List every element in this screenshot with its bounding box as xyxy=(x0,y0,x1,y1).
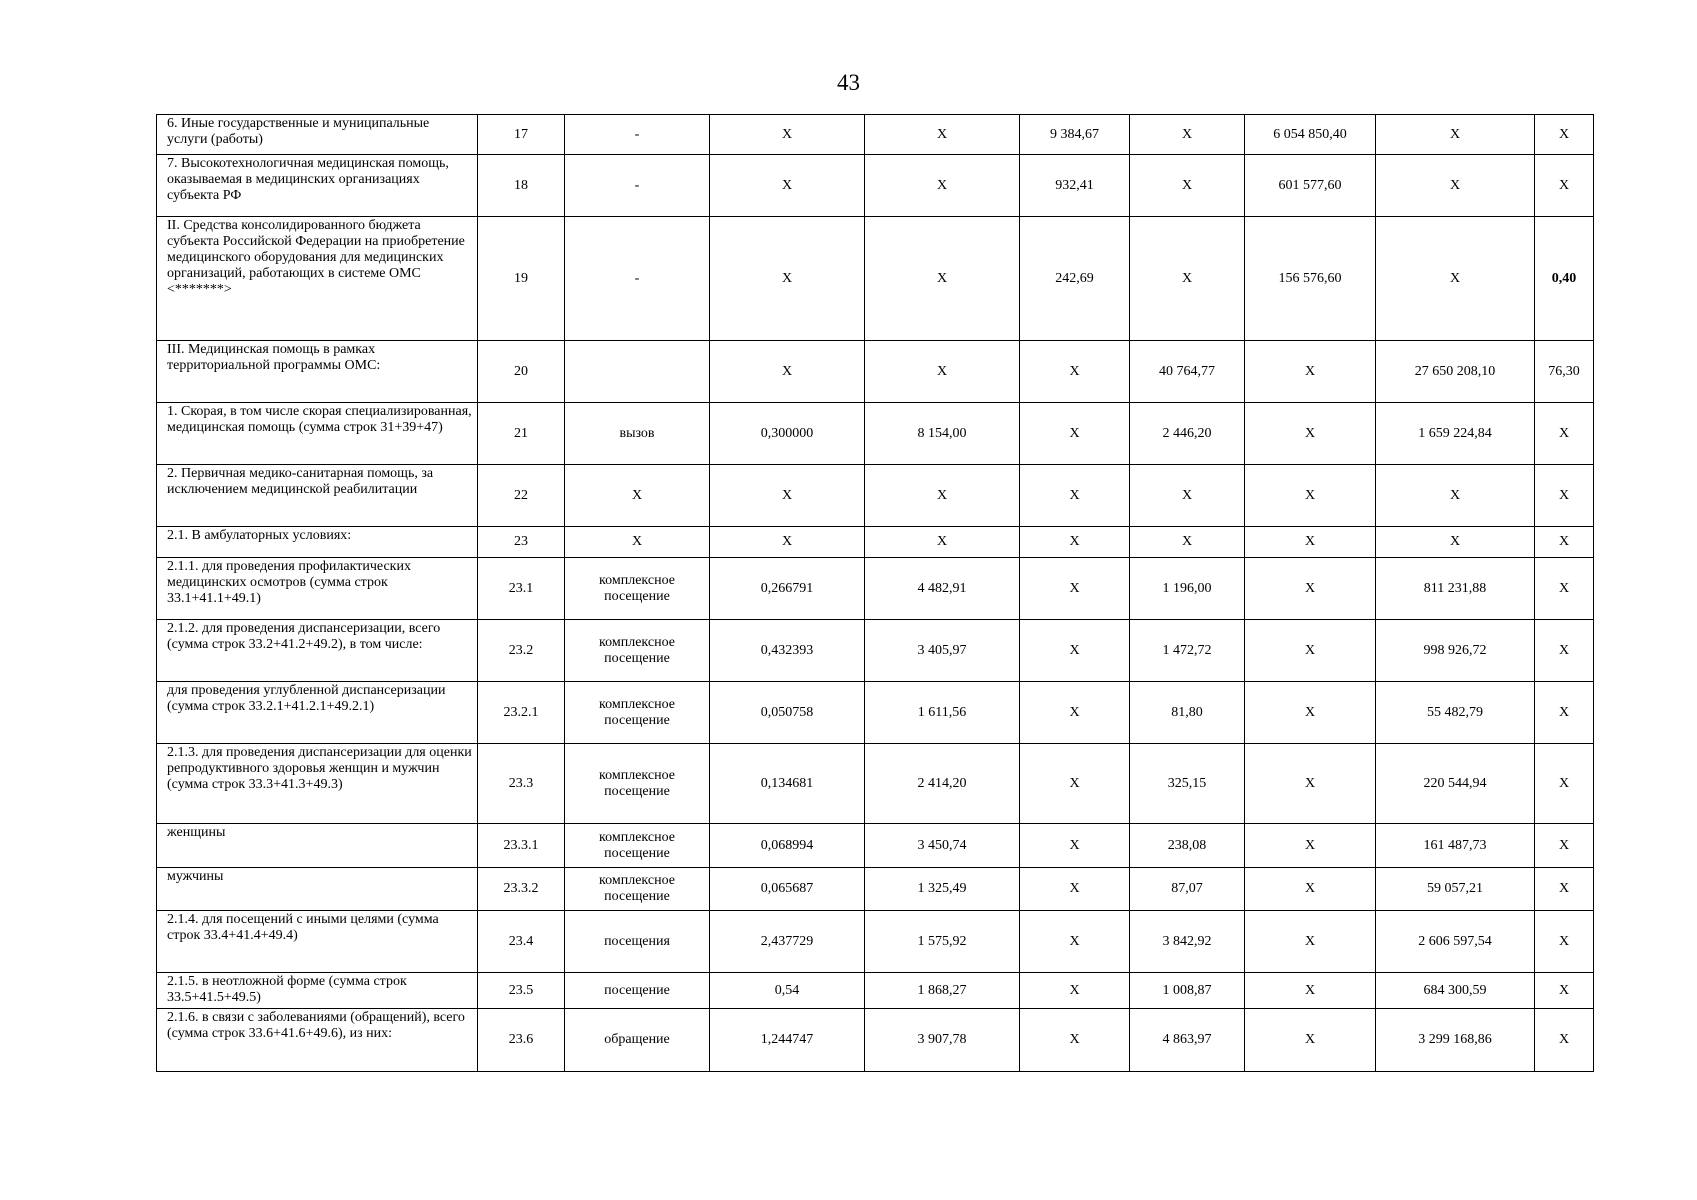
table-cell: X xyxy=(1245,682,1376,744)
table-cell: 1 472,72 xyxy=(1130,620,1245,682)
table-cell: 1 868,27 xyxy=(865,973,1020,1009)
row-label: 1. Скорая, в том числе скорая специализированная, медицинская помощь (сумма строк 31+39+47) xyxy=(157,403,478,465)
table-cell: комплексное посещение xyxy=(565,558,710,620)
table-cell: 684 300,59 xyxy=(1376,973,1535,1009)
table-cell: X xyxy=(1535,824,1594,868)
row-label: 2.1.1. для проведения профилактических медицинских осмотров (сумма строк 33.1+41.1+49.1) xyxy=(157,558,478,620)
row-label: 2. Первичная медико-санитарная помощь, за исключением медицинской реабилитации xyxy=(157,465,478,527)
table-cell: 4 482,91 xyxy=(865,558,1020,620)
table-cell: X xyxy=(865,527,1020,558)
table-cell: посещения xyxy=(565,911,710,973)
table-cell: 1 008,87 xyxy=(1130,973,1245,1009)
table-cell: 0,54 xyxy=(710,973,865,1009)
table-cell: 156 576,60 xyxy=(1245,217,1376,341)
table-cell: X xyxy=(865,115,1020,155)
table-cell: X xyxy=(1245,824,1376,868)
table-cell: 0,050758 xyxy=(710,682,865,744)
table-cell: комплексное посещение xyxy=(565,620,710,682)
table-cell: 1 196,00 xyxy=(1130,558,1245,620)
table-cell: - xyxy=(565,217,710,341)
table-cell: X xyxy=(1020,744,1130,824)
table-cell: 81,80 xyxy=(1130,682,1245,744)
table-cell: X xyxy=(1130,527,1245,558)
table-cell: 9 384,67 xyxy=(1020,115,1130,155)
table-cell: X xyxy=(1245,744,1376,824)
table-cell: 238,08 xyxy=(1130,824,1245,868)
row-label: II. Средства консолидированного бюджета субъекта Российской Федерации на приобретение медицинского оборудования для медицинских организаций, работающих в системе ОМС <*******> xyxy=(157,217,478,341)
table-cell: - xyxy=(565,155,710,217)
table-cell: X xyxy=(1245,527,1376,558)
table-cell: 23.4 xyxy=(478,911,565,973)
row-label: 2.1.3. для проведения диспансеризации для оценки репродуктивного здоровья женщин и мужчин (сумма строк 33.3+41.3+49.3) xyxy=(157,744,478,824)
table-cell: 19 xyxy=(478,217,565,341)
table-cell: X xyxy=(1020,868,1130,911)
table-cell xyxy=(565,341,710,403)
table-cell: X xyxy=(1376,115,1535,155)
row-label: 2.1.2. для проведения диспансеризации, всего (сумма строк 33.2+41.2+49.2), в том числе: xyxy=(157,620,478,682)
table-cell: X xyxy=(1020,465,1130,527)
table-cell: X xyxy=(1535,682,1594,744)
table-cell: 4 863,97 xyxy=(1130,1009,1245,1072)
table-cell: X xyxy=(565,527,710,558)
table-cell: X xyxy=(1376,155,1535,217)
table-cell: 242,69 xyxy=(1020,217,1130,341)
table-cell: X xyxy=(1130,465,1245,527)
table-cell: X xyxy=(1130,115,1245,155)
table-cell: 23.2 xyxy=(478,620,565,682)
table-cell: 998 926,72 xyxy=(1376,620,1535,682)
table-row xyxy=(157,217,1594,341)
table-cell: 220 544,94 xyxy=(1376,744,1535,824)
table-cell: X xyxy=(1020,973,1130,1009)
table-cell: 23.6 xyxy=(478,1009,565,1072)
table-cell: X xyxy=(1535,620,1594,682)
table-cell: X xyxy=(1130,155,1245,217)
table-cell: 55 482,79 xyxy=(1376,682,1535,744)
table-row xyxy=(157,682,1594,744)
table-row xyxy=(157,115,1594,155)
row-label: 2.1.4. для посещений с иными целями (сумма строк 33.4+41.4+49.4) xyxy=(157,911,478,973)
table-cell: X xyxy=(1020,824,1130,868)
table-cell: X xyxy=(710,527,865,558)
table-cell: X xyxy=(1020,341,1130,403)
table-cell: X xyxy=(1535,115,1594,155)
table-row xyxy=(157,868,1594,911)
table-cell: X xyxy=(1535,403,1594,465)
table-cell: X xyxy=(1376,465,1535,527)
table-cell: 23 xyxy=(478,527,565,558)
table-cell: X xyxy=(710,115,865,155)
table-cell: 3 907,78 xyxy=(865,1009,1020,1072)
table-cell: X xyxy=(1535,868,1594,911)
table-cell: 17 xyxy=(478,115,565,155)
table-row xyxy=(157,527,1594,558)
table-cell: X xyxy=(1535,1009,1594,1072)
table-cell: X xyxy=(1130,217,1245,341)
table-cell: 2 414,20 xyxy=(865,744,1020,824)
table-cell: 3 842,92 xyxy=(1130,911,1245,973)
row-label: 2.1. В амбулаторных условиях: xyxy=(157,527,478,558)
table-row xyxy=(157,465,1594,527)
table-cell: X xyxy=(865,217,1020,341)
table-cell: X xyxy=(1245,1009,1376,1072)
table-cell: 20 xyxy=(478,341,565,403)
table-cell: 23.3.2 xyxy=(478,868,565,911)
table-cell: X xyxy=(565,465,710,527)
row-label: 2.1.5. в неотложной форме (сумма строк 33.5+41.5+49.5) xyxy=(157,973,478,1009)
table-cell: X xyxy=(1020,911,1130,973)
page-number: 43 xyxy=(837,70,860,95)
table-cell: X xyxy=(1020,682,1130,744)
table-cell: 1 611,56 xyxy=(865,682,1020,744)
table-cell: комплексное посещение xyxy=(565,868,710,911)
row-label: III. Медицинская помощь в рамках территориальной программы ОМС: xyxy=(157,341,478,403)
table-cell: 3 450,74 xyxy=(865,824,1020,868)
table-cell: X xyxy=(1245,868,1376,911)
table-row xyxy=(157,620,1594,682)
table-cell: 76,30 xyxy=(1535,341,1594,403)
table-cell: 21 xyxy=(478,403,565,465)
table-cell: X xyxy=(865,155,1020,217)
table-cell: 2 446,20 xyxy=(1130,403,1245,465)
table-cell: X xyxy=(1376,527,1535,558)
table-cell: 1 659 224,84 xyxy=(1376,403,1535,465)
table-cell: 40 764,77 xyxy=(1130,341,1245,403)
table-cell: 0,266791 xyxy=(710,558,865,620)
table-cell: 2,437729 xyxy=(710,911,865,973)
table-cell: X xyxy=(1245,620,1376,682)
table-cell: X xyxy=(1245,558,1376,620)
table-cell: - xyxy=(565,115,710,155)
table-cell: 1 325,49 xyxy=(865,868,1020,911)
table-cell: 59 057,21 xyxy=(1376,868,1535,911)
table-cell: 811 231,88 xyxy=(1376,558,1535,620)
table-cell: 23.3 xyxy=(478,744,565,824)
table-cell: 23.5 xyxy=(478,973,565,1009)
table-cell: X xyxy=(865,465,1020,527)
table-cell: 325,15 xyxy=(1130,744,1245,824)
table-cell: X xyxy=(1245,403,1376,465)
table-cell: 161 487,73 xyxy=(1376,824,1535,868)
table-cell: комплексное посещение xyxy=(565,744,710,824)
financing-table xyxy=(156,114,1594,1072)
table-row xyxy=(157,155,1594,217)
table-cell: 0,300000 xyxy=(710,403,865,465)
table-row xyxy=(157,403,1594,465)
table-cell: 1,244747 xyxy=(710,1009,865,1072)
table-cell: 6 054 850,40 xyxy=(1245,115,1376,155)
table-cell: X xyxy=(1535,465,1594,527)
table-cell: 0,432393 xyxy=(710,620,865,682)
table-cell: X xyxy=(1245,341,1376,403)
table-cell: X xyxy=(1245,973,1376,1009)
table-cell: X xyxy=(1535,911,1594,973)
table-cell: X xyxy=(1535,527,1594,558)
table-cell: комплексное посещение xyxy=(565,824,710,868)
table-row xyxy=(157,744,1594,824)
table-cell: X xyxy=(1020,620,1130,682)
row-label: для проведения углубленной диспансеризации (сумма строк 33.2.1+41.2.1+49.2.1) xyxy=(157,682,478,744)
table-cell: 1 575,92 xyxy=(865,911,1020,973)
table-cell: 23.3.1 xyxy=(478,824,565,868)
table-cell: X xyxy=(1535,155,1594,217)
row-label: женщины xyxy=(157,824,478,868)
table-cell: 3 299 168,86 xyxy=(1376,1009,1535,1072)
table-cell: посещение xyxy=(565,973,710,1009)
table-cell: X xyxy=(1020,1009,1130,1072)
table-cell: 932,41 xyxy=(1020,155,1130,217)
table-cell: обращение xyxy=(565,1009,710,1072)
table-row xyxy=(157,1009,1594,1072)
table-row xyxy=(157,973,1594,1009)
table-cell: 0,068994 xyxy=(710,824,865,868)
table-cell: вызов xyxy=(565,403,710,465)
table-row xyxy=(157,558,1594,620)
table-cell: 601 577,60 xyxy=(1245,155,1376,217)
table-cell: 23.1 xyxy=(478,558,565,620)
row-label: 2.1.6. в связи с заболеваниями (обращений), всего (сумма строк 33.6+41.6+49.6), из них: xyxy=(157,1009,478,1072)
table-cell: X xyxy=(1020,527,1130,558)
table-cell: X xyxy=(1020,558,1130,620)
table-cell: 2 606 597,54 xyxy=(1376,911,1535,973)
table-cell: X xyxy=(710,155,865,217)
table-cell: 27 650 208,10 xyxy=(1376,341,1535,403)
table-cell: X xyxy=(865,341,1020,403)
table-row xyxy=(157,824,1594,868)
table-cell: X xyxy=(1245,911,1376,973)
table-cell: X xyxy=(1535,558,1594,620)
table-cell: 0,134681 xyxy=(710,744,865,824)
table-cell: 23.2.1 xyxy=(478,682,565,744)
table-cell: 87,07 xyxy=(1130,868,1245,911)
table-cell: комплексное посещение xyxy=(565,682,710,744)
table-cell: 8 154,00 xyxy=(865,403,1020,465)
table-cell: 0,40 xyxy=(1535,217,1594,341)
table-cell: X xyxy=(710,217,865,341)
table-row xyxy=(157,911,1594,973)
table-body xyxy=(157,115,1594,1072)
table-cell: 3 405,97 xyxy=(865,620,1020,682)
row-label: 7. Высокотехнологичная медицинская помощь, оказываемая в медицинских организациях субъекта РФ xyxy=(157,155,478,217)
table-cell: X xyxy=(1535,973,1594,1009)
row-label: мужчины xyxy=(157,868,478,911)
table-cell: X xyxy=(1245,465,1376,527)
table-cell: 22 xyxy=(478,465,565,527)
row-label: 6. Иные государственные и муниципальные услуги (работы) xyxy=(157,115,478,155)
table-cell: 0,065687 xyxy=(710,868,865,911)
table-cell: X xyxy=(710,341,865,403)
table-cell: X xyxy=(1020,403,1130,465)
table-cell: X xyxy=(1535,744,1594,824)
table-cell: X xyxy=(1376,217,1535,341)
table-cell: X xyxy=(710,465,865,527)
table-cell: 18 xyxy=(478,155,565,217)
table-row xyxy=(157,341,1594,403)
